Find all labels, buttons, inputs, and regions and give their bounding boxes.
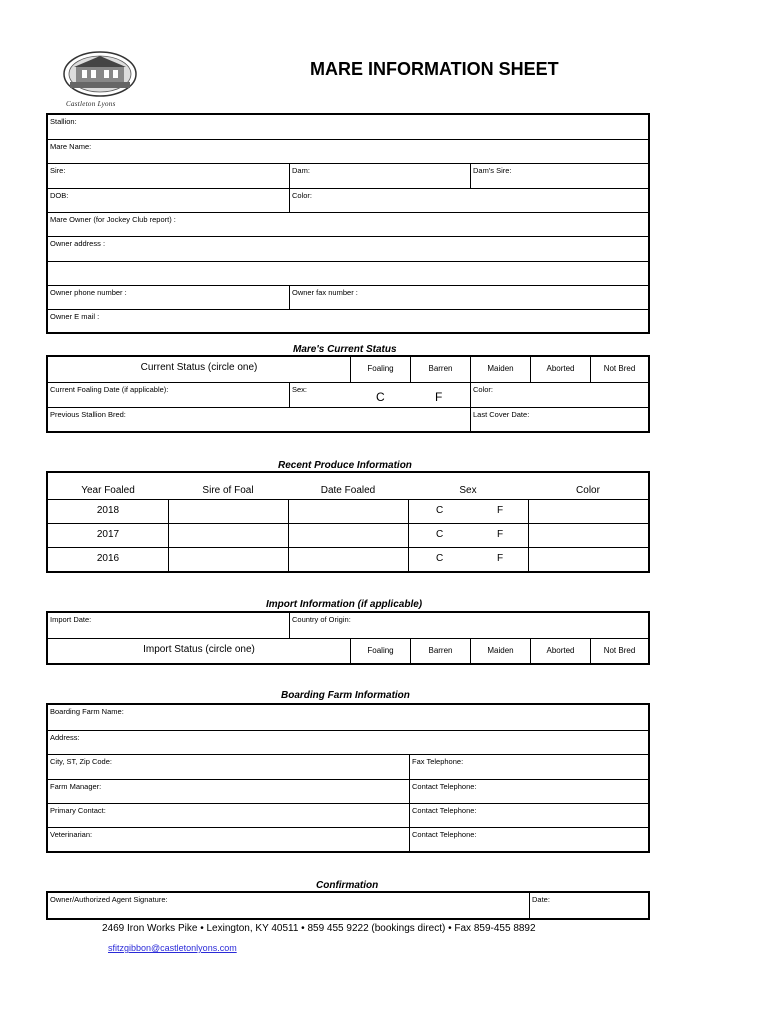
- import-date-row: [48, 613, 648, 638]
- owner-email-row: [48, 309, 648, 332]
- stallion-field[interactable]: [48, 115, 648, 139]
- veterinarian-label: Veterinarian:: [50, 830, 93, 839]
- stallion-label: Stallion:: [50, 117, 77, 126]
- footer-address: 2469 Iron Works Pike • Lexington, KY 40511 • 859 455 9222 (bookings direct) • Fax 859-455 8892: [102, 923, 536, 934]
- dam-field[interactable]: [289, 164, 470, 188]
- color-cell[interactable]: [528, 500, 648, 523]
- header-date-foaled: [288, 473, 408, 499]
- date-foaled-cell[interactable]: [288, 500, 408, 523]
- current-status-row: [48, 357, 648, 382]
- status-option-maiden[interactable]: [470, 357, 530, 382]
- last-cover-label: Last Cover Date:: [473, 410, 530, 419]
- header-year-foaled: [48, 473, 168, 499]
- sex-option-f[interactable]: F: [435, 390, 443, 404]
- import-option-barren-label: Barren: [428, 646, 453, 655]
- city-field[interactable]: [48, 755, 409, 779]
- owner-phone-label: Owner phone number :: [50, 288, 127, 297]
- status-option-not-bred[interactable]: [590, 357, 648, 382]
- sire-of-foal-cell[interactable]: [168, 548, 288, 571]
- country-field[interactable]: [289, 613, 648, 638]
- foaling-date-field[interactable]: [48, 383, 289, 407]
- import-status-label-cell: [48, 639, 350, 663]
- owner-row: [48, 212, 648, 236]
- owner-phone-row: [48, 285, 648, 309]
- sex-option-c[interactable]: C: [376, 390, 385, 404]
- color-field[interactable]: [289, 189, 648, 212]
- import-table: [46, 611, 650, 665]
- year-value: 2018: [96, 505, 120, 516]
- boarding-title: Boarding Farm Information: [281, 690, 410, 701]
- header-sire-of-foal: [168, 473, 288, 499]
- owner-address-label: Owner address :: [50, 239, 106, 248]
- sex-label: Sex:: [292, 385, 308, 394]
- sex-cell: [408, 500, 528, 523]
- date-label: Date:: [532, 895, 550, 904]
- primary-contact-field[interactable]: [48, 804, 409, 827]
- fax-field[interactable]: [409, 755, 648, 779]
- current-status-table: [46, 355, 650, 433]
- import-option-maiden[interactable]: [470, 639, 530, 663]
- veterinarian-field[interactable]: [48, 828, 409, 851]
- address-label: Address:: [50, 733, 80, 742]
- owner-fax-label: Owner fax number :: [292, 288, 358, 297]
- dams-sire-field[interactable]: [470, 164, 648, 188]
- previous-stallion-row: [48, 407, 648, 431]
- status-option-barren-label: Barren: [428, 364, 453, 373]
- sex-option-f[interactable]: F: [497, 529, 504, 540]
- import-option-foaling-label: Foaling: [367, 646, 394, 655]
- header-sex-label: Sex: [459, 485, 477, 496]
- import-option-maiden-label: Maiden: [487, 646, 514, 655]
- owner-field[interactable]: [48, 213, 648, 236]
- color-label: Color:: [292, 191, 313, 200]
- year-value: 2016: [96, 553, 120, 564]
- city-row: [48, 754, 648, 779]
- current-status-title: Mare's Current Status: [293, 344, 397, 355]
- produce-header-row: [48, 473, 648, 499]
- contact-telephone-label: Contact Telephone:: [412, 806, 477, 815]
- dams-sire-label: Dam's Sire:: [473, 166, 512, 175]
- import-date-label: Import Date:: [50, 615, 92, 624]
- header-date-foaled-label: Date Foaled: [320, 485, 376, 496]
- import-option-aborted[interactable]: [530, 639, 590, 663]
- import-option-barren[interactable]: [410, 639, 470, 663]
- header-year-foaled-label: Year Foaled: [81, 485, 135, 496]
- sire-label: Sire:: [50, 166, 66, 175]
- signature-label: Owner/Authorized Agent Signature:: [50, 895, 168, 904]
- mare-name-label: Mare Name:: [50, 142, 92, 151]
- foaling-date-row: [48, 382, 648, 407]
- logo-caption: Castleton Lyons: [66, 100, 116, 108]
- manager-row: [48, 779, 648, 803]
- confirmation-table: [46, 891, 650, 920]
- last-cover-field[interactable]: [470, 408, 648, 431]
- signature-row: [48, 893, 648, 918]
- sire-field[interactable]: [48, 164, 289, 188]
- status-option-aborted[interactable]: [530, 357, 590, 382]
- status-option-barren[interactable]: [410, 357, 470, 382]
- sex-option-c[interactable]: C: [436, 529, 444, 540]
- manager-label: Farm Manager:: [50, 782, 102, 791]
- sex-option-f[interactable]: F: [497, 553, 504, 564]
- sex-field[interactable]: [289, 383, 470, 407]
- dob-label: DOB:: [50, 191, 69, 200]
- color-cell[interactable]: [528, 524, 648, 547]
- boarding-table: [46, 703, 650, 853]
- mare-info-table: [46, 113, 650, 334]
- import-option-not-bred-label: Not Bred: [603, 646, 636, 655]
- contact-telephone-label: Contact Telephone:: [412, 830, 477, 839]
- status-option-maiden-label: Maiden: [487, 364, 514, 373]
- year-value: 2017: [96, 529, 120, 540]
- date-field[interactable]: [529, 893, 648, 918]
- dob-row: [48, 188, 648, 212]
- date-foaled-cell[interactable]: [288, 548, 408, 571]
- previous-stallion-label: Previous Stallion Bred:: [50, 410, 126, 419]
- current-color-field[interactable]: [470, 383, 648, 407]
- current-status-label-cell: [48, 357, 350, 382]
- stallion-row: [48, 115, 648, 139]
- owner-fax-field[interactable]: [289, 286, 648, 309]
- sex-option-c[interactable]: C: [436, 505, 444, 516]
- current-status-label: Current Status (circle one): [140, 362, 258, 373]
- page-title: MARE INFORMATION SHEET: [310, 59, 559, 79]
- import-status-label: Import Status (circle one): [143, 644, 255, 655]
- produce-row: [48, 499, 648, 523]
- mare-name-field[interactable]: [48, 140, 648, 163]
- country-label: Country of Origin:: [292, 615, 351, 624]
- footer-email-link[interactable]: sfitzgibbon@castletonlyons.com: [108, 943, 237, 953]
- owner-phone-field[interactable]: [48, 286, 289, 309]
- contact-telephone-field[interactable]: [409, 828, 648, 851]
- foaling-date-label: Current Foaling Date (if applicable):: [50, 385, 169, 394]
- manager-field[interactable]: [48, 780, 409, 803]
- import-date-field[interactable]: [48, 613, 289, 638]
- import-option-foaling[interactable]: [350, 639, 410, 663]
- status-option-aborted-label: Aborted: [546, 364, 575, 373]
- date-foaled-cell[interactable]: [288, 524, 408, 547]
- farm-name-field[interactable]: [48, 705, 648, 730]
- sex-option-f[interactable]: F: [497, 505, 504, 516]
- veterinarian-row: [48, 827, 648, 851]
- sire-of-foal-cell[interactable]: [168, 524, 288, 547]
- produce-title: Recent Produce Information: [278, 460, 412, 471]
- primary-contact-row: [48, 803, 648, 827]
- fax-label: Fax Telephone:: [412, 757, 464, 766]
- previous-stallion-field[interactable]: [48, 408, 470, 431]
- header-sire-of-foal-label: Sire of Foal: [202, 485, 254, 496]
- import-title: Import Information (if applicable): [266, 599, 423, 610]
- sex-cell: [408, 524, 528, 547]
- owner-email-label: Owner E mail :: [50, 312, 100, 321]
- address-row: [48, 730, 648, 754]
- owner-address-field[interactable]: [48, 237, 648, 261]
- owner-email-field[interactable]: [48, 310, 648, 332]
- import-option-aborted-label: Aborted: [546, 646, 575, 655]
- header-color-label: Color: [576, 485, 600, 496]
- produce-table: [46, 471, 650, 573]
- sex-option-c[interactable]: C: [436, 553, 444, 564]
- status-option-foaling[interactable]: [350, 357, 410, 382]
- produce-row: [48, 547, 648, 571]
- signature-field[interactable]: [48, 893, 529, 918]
- primary-contact-label: Primary Contact:: [50, 806, 106, 815]
- owner-address-line2-row: [48, 261, 648, 285]
- city-label: City, ST, Zip Code:: [50, 757, 112, 766]
- contact-telephone-field[interactable]: [409, 780, 648, 803]
- import-status-row: [48, 638, 648, 663]
- owner-address-row: [48, 236, 648, 261]
- produce-row: [48, 523, 648, 547]
- farm-name-row: [48, 705, 648, 730]
- year-cell: [48, 524, 168, 547]
- year-cell: [48, 548, 168, 571]
- confirmation-title: Confirmation: [316, 880, 379, 891]
- import-option-not-bred[interactable]: [590, 639, 648, 663]
- status-option-not-bred-label: Not Bred: [603, 364, 636, 373]
- dam-label: Dam:: [292, 166, 310, 175]
- farm-name-label: Boarding Farm Name:: [50, 707, 124, 716]
- status-option-foaling-label: Foaling: [367, 364, 394, 373]
- address-field[interactable]: [48, 731, 648, 754]
- sire-row: [48, 163, 648, 188]
- sex-cell: [408, 548, 528, 571]
- mare-name-row: [48, 139, 648, 163]
- contact-telephone-field[interactable]: [409, 804, 648, 827]
- header-sex: [408, 473, 528, 499]
- owner-label: Mare Owner (for Jockey Club report) :: [50, 215, 176, 224]
- dob-field[interactable]: [48, 189, 289, 212]
- sire-of-foal-cell[interactable]: [168, 500, 288, 523]
- year-cell: [48, 500, 168, 523]
- header-color: [528, 473, 648, 499]
- contact-telephone-label: Contact Telephone:: [412, 782, 477, 791]
- current-color-label: Color:: [473, 385, 494, 394]
- owner-address-line2-field[interactable]: [48, 262, 648, 285]
- color-cell[interactable]: [528, 548, 648, 571]
